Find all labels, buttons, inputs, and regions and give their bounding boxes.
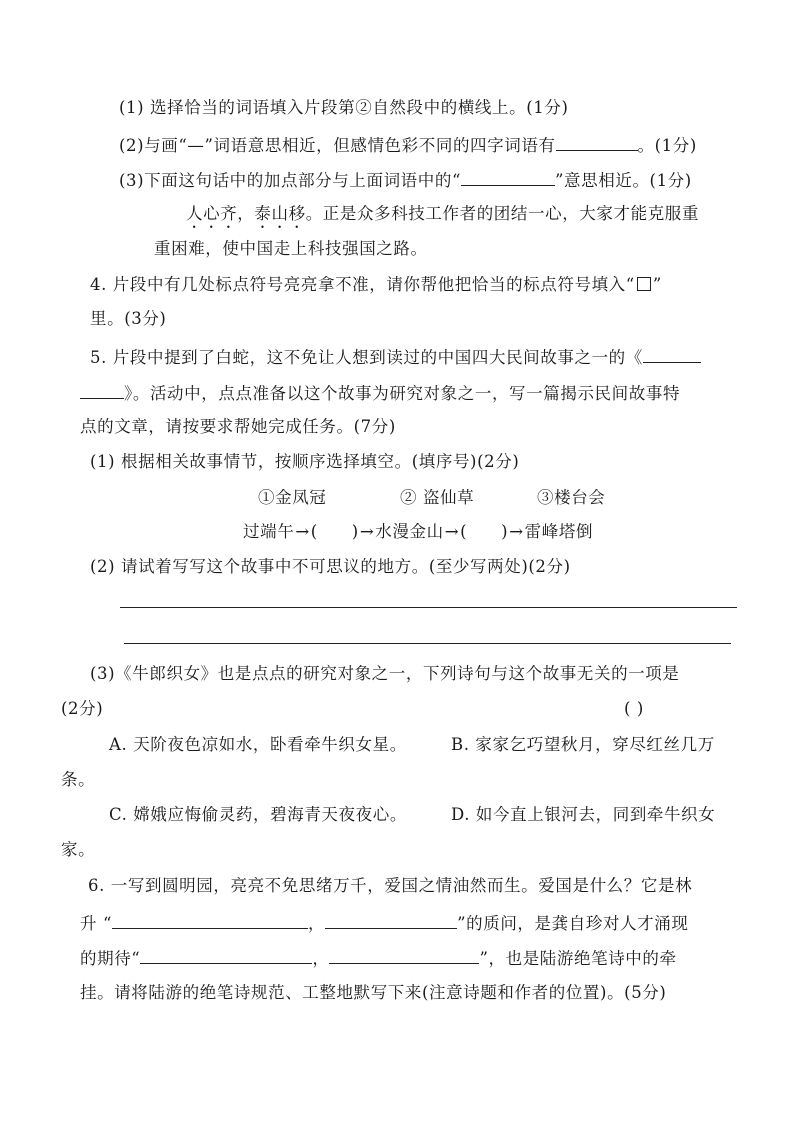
arrow-icon: →: [295, 522, 310, 541]
q5-line3: 点的文章，请按要求帮她完成任务。(7分): [80, 417, 396, 436]
answer-line[interactable]: [120, 607, 737, 608]
flow-step: 过端午: [243, 522, 295, 541]
q5-option-3: ③楼台会: [537, 488, 606, 507]
q6-line3: [80, 946, 677, 970]
punctuation-box-icon: [637, 277, 651, 291]
q5-text: 5. 片段中提到了白蛇，这不免让人想到读过的中国四大民间故事之一的《: [90, 348, 643, 367]
answer-line[interactable]: [124, 643, 731, 644]
option-b: B. 家家乞巧望秋月，穿尽红丝几万: [451, 735, 715, 754]
q6-line2: [80, 911, 688, 935]
option-d-cont: 家。: [61, 840, 96, 859]
answer-blank[interactable]: [556, 133, 638, 151]
option-a: A. 天阶夜色凉如水，卧看牵牛织女星。: [109, 735, 407, 754]
q4-line2: 里。(3分): [90, 309, 167, 328]
q3-sub2-score: 。(1分): [637, 136, 697, 155]
answer-blank[interactable]: [325, 911, 457, 929]
answer-blank[interactable]: [643, 345, 701, 363]
answer-blank[interactable]: [112, 911, 308, 929]
q5-sub3-line1: (3)《牛郎织女》也是点点的研究对象之一，下列诗句与这个故事无关的一项是: [90, 664, 680, 683]
q6-text: 的期待“: [80, 949, 141, 968]
flow-paren-open: (: [460, 522, 468, 541]
answer-blank[interactable]: [329, 946, 479, 964]
q3-quote-line1: [186, 203, 699, 232]
q4-quote-close: ”: [652, 275, 662, 294]
arrow-icon: →: [444, 522, 460, 541]
q6-line4: 挂。请将陆游的绝笔诗规范、工整地默写下来(注意诗题和作者的位置)。(5分): [80, 983, 667, 1002]
option-b-cont: 条。: [61, 770, 96, 789]
flow-paren-close: ): [501, 522, 509, 541]
q3-sub2: [119, 133, 697, 157]
q3-sub3: [119, 168, 692, 192]
answer-blank[interactable]: [80, 381, 124, 399]
q4-line1: [90, 274, 662, 296]
q5-line2: [80, 381, 680, 405]
q5-sub3-line2: (2分): [61, 699, 104, 718]
q6-line1: 6. 一写到圆明园，亮亮不免思绪万千，爱国之情油然而生。爱国是什么？它是林: [88, 876, 693, 895]
answer-blank[interactable]: [461, 168, 555, 186]
answer-blank[interactable]: [140, 946, 312, 964]
q4-text: 4. 片段中有几处标点符号亮亮拿不准，请你帮他把恰当的标点符号填入“: [90, 275, 635, 294]
q3-sub1: (1) 选择恰当的词语填入片段第②自然段中的横线上。(1分): [119, 98, 569, 117]
flow-step: 雷峰塔倒: [524, 522, 594, 541]
q3-sub2-text: (2)与画“—”词语意思相近，但感情色彩不同的四字词语有: [119, 136, 556, 155]
q6-text: ”的质问，是龚自珍对人才涌现: [457, 914, 689, 933]
q5-sub1: (1) 根据相关故事情节，按顺序选择填空。(填序号)(2分): [90, 452, 520, 471]
q5-sub2: (2) 请试着写写这个故事中不可思议的地方。(至少写两处)(2分): [90, 557, 571, 576]
answer-paren[interactable]: ( ): [624, 699, 644, 718]
flow-paren-close: ): [351, 522, 359, 541]
dotted-phrase: 人心齐，泰山移: [186, 204, 306, 223]
q6-comma: ，: [312, 949, 330, 968]
option-c: C. 嫦娥应悔偷灵药，碧海青天夜夜心。: [109, 805, 407, 824]
q6-text: ”，也是陆游绝笔诗中的牵: [479, 949, 677, 968]
arrow-icon: →: [359, 522, 375, 541]
flow-paren-open: (: [310, 522, 318, 541]
q5-text: 》。活动中，点点准备以这个故事为研究对象之一，写一篇揭示民间故事特: [124, 384, 681, 403]
flow-step: 水漫金山: [375, 522, 444, 541]
q5-line1: [90, 345, 701, 369]
q5-flow: [243, 521, 593, 543]
q3-sub3-text: (3)下面这句话中的加点部分与上面词语中的“: [119, 171, 462, 190]
q6-text: 升 “: [80, 914, 112, 933]
arrow-icon: →: [509, 522, 524, 541]
q3-quote-line2: 重困难，使中国走上科技强国之路。: [154, 239, 428, 258]
option-d: D. 如今直上银河去，同到牵牛织女: [451, 805, 716, 824]
quote-text: 。正是众多科技工作者的团结一心，大家才能克服重: [305, 204, 700, 223]
q5-option-1: ①金凤冠: [258, 488, 327, 507]
q3-sub3-score: ”意思相近。(1分): [555, 171, 692, 190]
q5-option-2: ② 盗仙草: [400, 488, 475, 507]
q6-comma: ，: [307, 914, 326, 933]
